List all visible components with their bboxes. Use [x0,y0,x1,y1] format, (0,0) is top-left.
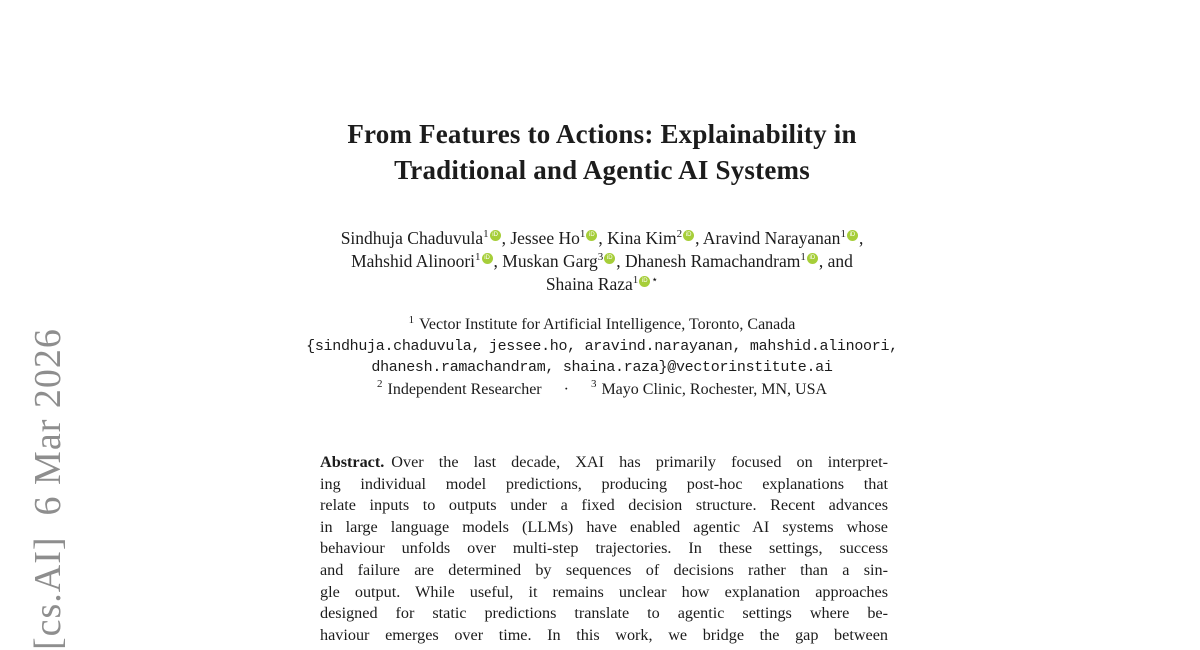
author-line-3 [252,273,952,296]
author-separator: , [695,228,700,248]
author-name: Dhanesh Ramachandram [624,251,801,271]
author [703,228,863,248]
abstract-text: Over the last decade, XAI has primarily focused on interpret- [391,453,888,471]
orcid-icon[interactable]: iD [490,230,501,241]
author-list [252,227,952,296]
author [607,228,699,248]
affiliation-1 [252,314,952,336]
corresponding-author-star: ⋆ [651,274,659,287]
affiliation-1-text: Vector Institute for Artificial Intelligence, Toronto, Canada [419,316,796,333]
author-line-2 [252,250,952,273]
author-separator: , [493,251,498,271]
author [546,274,658,294]
author-separator: , [616,251,621,271]
abstract-line: behaviour unfolds over multi-step trajectories. In these settings, success [320,539,888,558]
orcid-icon[interactable]: iD [847,230,858,241]
paper-column [252,0,952,648]
author [502,251,620,271]
email-line-2: dhanesh.ramachandram, shaina.raza}@vectorinstitute.ai [371,359,833,376]
author-name: Kina Kim [607,228,677,248]
abstract-line: ing individual model predictions, producing post-hoc explanations that [320,474,888,493]
author-name: Muskan Garg [502,251,598,271]
author-separator: , [598,228,603,248]
affiliation-3-text: Mayo Clinic, Rochester, MN, USA [601,380,828,398]
author-line-1 [252,227,952,250]
author-affil-sup: 1 [632,274,639,287]
affiliation-3-sup: 3 [590,378,597,391]
author-affil-sup: 1 [483,228,489,241]
abstract-line: designed for static predictions translate to agentic settings where be- [320,604,888,623]
abstract-line: gle output. While useful, it remains unclear how explanation approaches [320,582,888,601]
author-affil-sup: 3 [597,251,604,264]
abstract-line: relate inputs to outputs under a fixed decision structure. Recent advances [320,496,888,515]
abstract-line [320,452,888,474]
email-line-1: {sindhuja.chaduvula, jessee.ho, aravind.narayanan, mahshid.alinoori, [306,337,898,355]
orcid-icon[interactable]: iD [604,253,615,264]
author-name: Aravind Narayanan [702,228,841,248]
author-separator: , and [818,251,853,271]
author-affil-sup: 1 [840,228,846,241]
page-title-line1: From Features to Actions: Explainability in [347,119,857,149]
abstract-line: in large language models (LLMs) have enabled agentic AI systems whose [320,517,888,536]
author-name: Shaina Raza [545,274,633,294]
author-separator: , [501,228,506,248]
author-name: Jessee Ho [510,228,580,248]
affiliation-2-text: Independent Researcher [387,380,542,398]
author-name: Sindhuja Chaduvula [340,228,484,248]
author [625,251,853,271]
author-name: Mahshid Alinoori [351,251,476,271]
author [341,228,506,248]
affiliations-block [252,314,952,400]
abstract-line: and failure are determined by sequences of decisions rather than a sin- [320,560,888,579]
orcid-icon[interactable]: iD [639,276,650,287]
page-title [252,116,952,188]
author-separator: , [858,228,864,248]
arxiv-watermark: [cs.AI] 6 Mar 2026 [27,328,69,650]
abstract-label: Abstract. [320,453,385,471]
author-affil-sup: 1 [579,228,586,241]
orcid-icon[interactable]: iD [482,253,493,264]
author-affil-sup: 2 [676,228,683,241]
orcid-icon[interactable]: iD [807,253,818,264]
author [510,228,602,248]
abstract-block [320,452,888,646]
affiliation-separator-dot: · [563,380,569,398]
page-title-line2: Traditional and Agentic AI Systems [394,155,810,185]
author [351,251,498,271]
author-affil-sup: 1 [475,251,481,264]
affiliation-2-sup: 2 [376,378,383,391]
affiliation-row-2 [252,379,952,401]
orcid-icon[interactable]: iD [586,230,597,241]
orcid-icon[interactable]: iD [683,230,694,241]
abstract-line: haviour emerges over time. In this work, we bridge the gap between [320,625,888,644]
author-affil-sup: 1 [800,251,806,264]
affiliation-1-sup: 1 [408,313,415,326]
